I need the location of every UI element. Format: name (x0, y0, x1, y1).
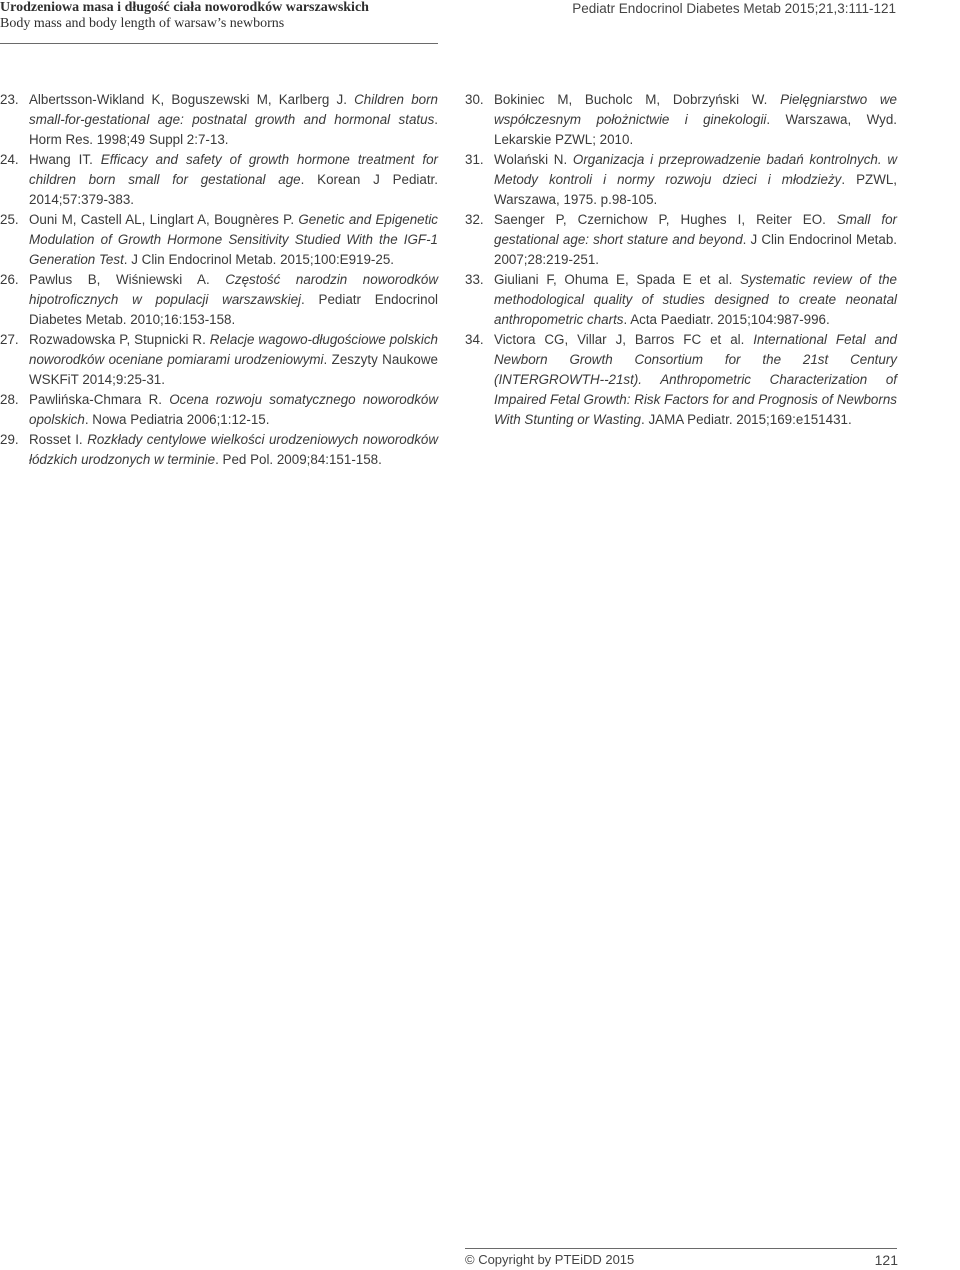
reference-authors: Victora CG, Villar J, Barros FC et al. (494, 332, 754, 347)
reference-title: Ocena rozwoju somatycznego noworodków opolskich (29, 392, 439, 427)
reference-source: . Nowa Pediatria 2006;1:12-15. (84, 412, 270, 427)
reference-number: 29. (0, 432, 19, 447)
reference-source: . Ped Pol. 2009;84:151-158. (215, 452, 382, 467)
reference-title: Efficacy and safety of growth hormone treatment for children born small for gestational age (29, 152, 438, 187)
reference-number: 31. (465, 152, 484, 167)
reference-item (0, 210, 438, 270)
reference-item (0, 330, 438, 390)
reference-source: . Pediatr Endocrinol Diabetes Metab. 2010;16:153-158. (29, 292, 438, 327)
reference-source: . Zeszyty Naukowe WSKFiT 2014;9:25-31. (29, 352, 438, 387)
reference-item (465, 210, 897, 270)
reference-authors: Ouni M, Castell AL, Linglart A, Bougnères P. (29, 212, 299, 227)
reference-title: Częstość narodzin noworodków hipotroficznych w populacji warszawskiej (29, 272, 438, 307)
reference-number: 26. (0, 272, 19, 287)
reference-item (465, 270, 897, 330)
reference-item (465, 150, 897, 210)
reference-item (465, 330, 897, 430)
reference-source: . Warszawa, Wyd. Lekarskie PZWL; 2010. (494, 112, 897, 147)
header-divider (0, 43, 438, 44)
footer-divider (465, 1248, 897, 1249)
reference-item (465, 90, 897, 150)
reference-title: Organizacja i przeprowadzenie badań kontrolnych. w Metody kontroli i normy rozwoju dzieci i młodzieży (494, 152, 897, 187)
reference-source: . Korean J Pediatr. 2014;57:379-383. (29, 172, 438, 207)
reference-title: Systematic review of the methodological quality of studies designed to create neonatal anthropometric charts (494, 272, 897, 327)
reference-title: Genetic and Epigenetic Modulation of Growth Hormone Sensitivity Studied With the IGF-1 Generation Test (29, 212, 438, 267)
page-number: 121 (874, 1252, 898, 1268)
reference-authors: Rosset I. (29, 432, 88, 447)
reference-number: 25. (0, 212, 19, 227)
reference-title: Small for gestational age: short stature and beyond (494, 212, 897, 247)
reference-source: . J Clin Endocrinol Metab. 2015;100:E919-25. (123, 252, 395, 267)
reference-title: Children born small-for-gestational age: postnatal growth and hormonal status (29, 92, 438, 127)
references-column-left (0, 90, 438, 470)
reference-authors: Giuliani F, Ohuma E, Spada E et al. (494, 272, 740, 287)
running-header (0, 0, 440, 32)
reference-item (0, 90, 438, 150)
reference-source: . PZWL, Warszawa, 1975. p.98-105. (494, 172, 898, 207)
running-title-polish: Urodzeniowa masa i długość ciała noworodków warszawskich (0, 0, 369, 15)
reference-item (0, 150, 438, 210)
reference-number: 27. (0, 332, 19, 347)
running-title-english: Body mass and body length of warsaw’s newborns (0, 16, 285, 31)
reference-number: 32. (465, 212, 484, 227)
reference-authors: Wolański N. (494, 152, 573, 167)
reference-authors: Hwang IT. (29, 152, 101, 167)
reference-source: . J Clin Endocrinol Metab. 2007;28:219-251. (494, 232, 897, 267)
reference-title: International Fetal and Newborn Growth Consortium for the 21st Century (INTERGROWTH--21st). Anthropometric Characterization of Impaired Fetal Growth: Risk Factors for and Prognosis of Newborns With Stunting or Wasting (494, 332, 897, 427)
reference-authors: Pawlińska-Chmara R. (29, 392, 170, 407)
reference-number: 30. (465, 92, 484, 107)
reference-source: . JAMA Pediatr. 2015;169:e151431. (641, 412, 852, 427)
references-column-right (465, 90, 897, 430)
reference-authors: Albertsson-Wikland K, Boguszewski M, Karlberg J. (29, 92, 355, 107)
reference-source: . Acta Paediatr. 2015;104:987-996. (623, 312, 830, 327)
reference-authors: Rozwadowska P, Stupnicki R. (29, 332, 210, 347)
reference-item (0, 390, 438, 430)
reference-title: Rozkłady centylowe wielkości urodzeniowych noworodków łódzkich urodzonych w terminie (29, 432, 439, 467)
journal-citation: Pediatr Endocrinol Diabetes Metab 2015;21,3:111-121 (572, 1, 896, 16)
reference-authors: Saenger P, Czernichow P, Hughes I, Reiter EO. (494, 212, 837, 227)
reference-title: Relacje wagowo-długościowe polskich noworodków oceniane pomiarami urodzeniowymi (29, 332, 438, 367)
reference-item (0, 270, 438, 330)
reference-title: Pielęgniarstwo we współczesnym położnictwie i ginekologii (494, 92, 897, 127)
reference-authors: Bokiniec M, Bucholc M, Dobrzyński W. (494, 92, 781, 107)
copyright-notice: © Copyright by PTEiDD 2015 (465, 1252, 635, 1267)
reference-item (0, 430, 438, 470)
reference-authors: Pawlus B, Wiśniewski A. (29, 272, 226, 287)
reference-number: 33. (465, 272, 484, 287)
reference-number: 28. (0, 392, 19, 407)
reference-number: 23. (0, 92, 19, 107)
reference-number: 24. (0, 152, 19, 167)
reference-number: 34. (465, 332, 484, 347)
reference-source: . Horm Res. 1998;49 Suppl 2:7-13. (29, 112, 438, 147)
